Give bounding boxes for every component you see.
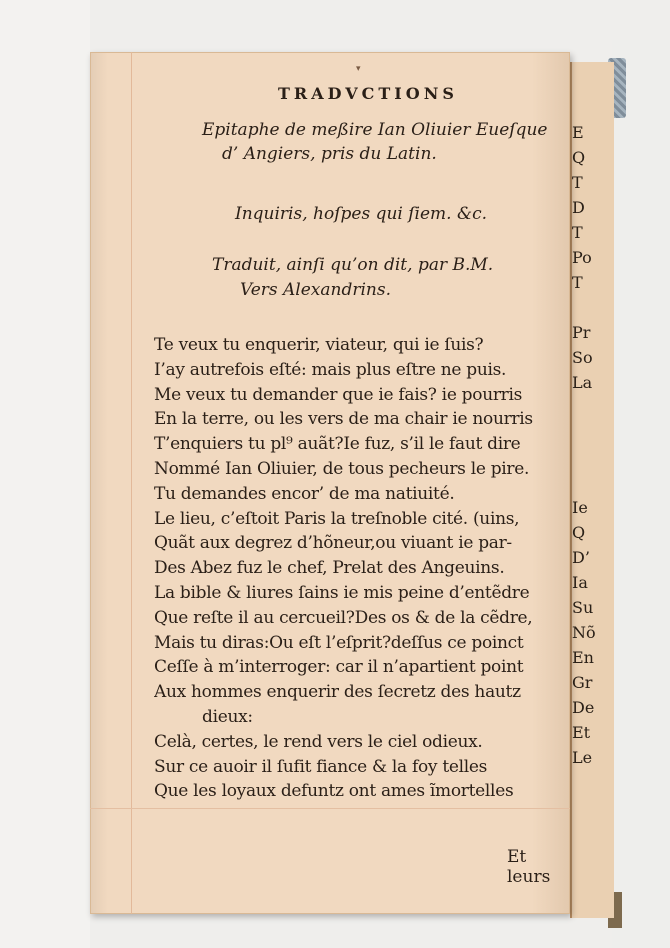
facing-page-letter: Gr [572, 673, 593, 692]
poem-line: Que reſte il au cercueil?Des os & de la cẽdre, [154, 607, 533, 628]
facing-page-letter: T [572, 173, 583, 192]
facing-page-letter: De [572, 698, 595, 717]
poem-line: Me veux tu demander que ie fais? ie pourris [154, 384, 523, 405]
poem-body [154, 333, 570, 804]
poem-line: Quãt aux degrez d’hõneur,ou viuant ie par- [154, 533, 512, 554]
poem-line: dieux: [202, 706, 253, 727]
facing-page-letter: Q [572, 523, 586, 542]
facing-page-letter [572, 395, 608, 420]
facing-page-letter: E [572, 123, 584, 142]
facing-page-letter: Et [572, 723, 591, 742]
facing-page-letter: D’ [572, 548, 590, 567]
facing-page-letter: En [572, 648, 594, 667]
background-left [0, 0, 90, 948]
catchword: Et leurs [507, 847, 551, 887]
printer-mark: ▾ [356, 64, 361, 74]
poem-line: I’ay autrefois eſté: mais plus eſtre ne puis. [154, 359, 507, 380]
facing-page-letter [572, 420, 608, 445]
facing-page-letter: Su [572, 598, 594, 617]
facing-page-letter: T [572, 223, 583, 242]
poem-line: Des Abez fuz le chef, Prelat des Angeuins. [154, 558, 505, 579]
facing-page-letter: Ia [572, 573, 588, 592]
verse-form-line: Vers Alexandrins. [240, 280, 391, 300]
facing-page-letter: Pr [572, 323, 591, 342]
binding-edge [612, 40, 670, 948]
facing-page-letter: Q [572, 148, 586, 167]
epitaph-title-line-2: d’ Angiers, pris du Latin. [222, 144, 437, 164]
facing-page-letter: Ie [572, 498, 588, 517]
poem-line: Que les loyaux defuntz ont ames ĩmortelles [154, 781, 514, 802]
facing-page-letter: La [572, 373, 593, 392]
poem-line: Nommé Ian Oliuier, de tous pecheurs le pire. [154, 458, 530, 479]
running-header: TRADVCTIONS [278, 84, 458, 103]
poem-line: Tu demandes encor’ de ma natiuité. [154, 483, 455, 504]
poem-line: La bible & liures ſains ie mis peine d’entẽdre [154, 582, 530, 603]
epitaph-title-line-1: Epitaphe de meßire Ian Oliuier Eueſque [202, 120, 548, 140]
facing-page-letter: Nõ [572, 623, 596, 642]
facing-page-letter: T [572, 273, 583, 292]
poem-line: T’enquiers tu pl⁹ auãt?Ie fuz, s’il le faut dire [154, 434, 521, 455]
book-page [90, 52, 570, 914]
facing-page-letter [572, 445, 608, 470]
poem-line: Ceſſe à m’interroger: car il n’apartient point [154, 657, 524, 678]
latin-incipit: Inquiris, hoſpes qui ſiem. &c. [235, 204, 488, 224]
poem-line: Sur ce auoir il ſufit fiance & la foy telles [154, 756, 488, 777]
facing-page-letter: Po [572, 248, 592, 267]
translator-line: Traduit, ainſi qu’on dit, par B.M. [212, 255, 494, 275]
poem-line: Le lieu, c’eſtoit Paris la treſnoble cité. (uins, [154, 508, 520, 529]
poem-line: Te veux tu enquerir, viateur, qui ie ſuis? [154, 335, 484, 355]
facing-page-letter [572, 470, 608, 495]
poem-line: Mais tu diras:Ou eſt l’eſprit?deſſus ce poinct [154, 632, 524, 653]
facing-page-letter: So [572, 348, 593, 367]
poem-line: Celà, certes, le rend vers le ciel odieux. [154, 731, 483, 752]
facing-page-letter: Le [572, 748, 593, 767]
facing-page-letter: D [572, 198, 585, 217]
poem-line: Aux hommes enquerir des ſecretz des hautz [154, 682, 521, 703]
poem-line: En la terre, ou les vers de ma chair ie nourris [154, 409, 533, 430]
page-text [90, 52, 570, 914]
